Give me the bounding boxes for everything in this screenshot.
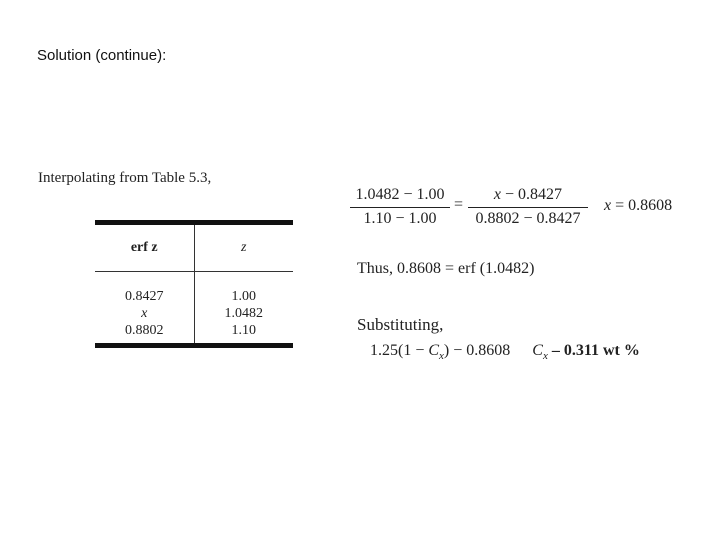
interpolation-equation: [350, 186, 690, 234]
lhs-fraction: [350, 186, 450, 228]
table-cell: 0.8427: [125, 289, 164, 304]
table-cell: 0.8802: [125, 323, 164, 338]
cx-symbol: $C_x$: [532, 342, 548, 363]
table-cell: 1.10: [231, 323, 256, 338]
header-erf-z: [95, 225, 195, 271]
final-result: – 0.311 wt %: [551, 342, 640, 359]
x-result: x = 0.8608: [604, 197, 673, 214]
lhs-denominator: 1.10 − 1.00: [363, 210, 437, 227]
fraction-bar: [350, 207, 450, 208]
equals-sign: =: [454, 196, 464, 213]
final-equation: [370, 342, 640, 362]
table-bottom-rule: [95, 343, 293, 348]
substituting-label: Substituting,: [357, 315, 444, 334]
final-expression: $1.25(1 - C_x) - 0.8608$: [370, 342, 511, 363]
header-z: z: [241, 240, 247, 255]
rhs-fraction: [468, 186, 588, 228]
thus-line: Thus, 0.8608 = erf (1.0482): [357, 260, 535, 277]
fraction-bar: [468, 207, 588, 208]
lhs-numerator: 1.0482 − 1.00: [355, 186, 445, 203]
table-body: [95, 272, 293, 343]
interpolation-intro: Interpolating from Table 5.3,: [38, 170, 212, 186]
z-values-column: [195, 288, 294, 343]
rhs-denominator: 0.8802 − 0.8427: [475, 210, 581, 227]
table-header-row: [95, 225, 293, 271]
interpolation-table: [95, 220, 293, 348]
header-erf-z-text: erf z: [130, 240, 158, 255]
solution-heading: Solution (continue):: [37, 47, 167, 64]
rhs-numerator: x − 0.8427: [493, 186, 563, 203]
erf-values-column: [95, 272, 195, 343]
table-cell: 1.0482: [224, 306, 263, 321]
table-cell: 1.00: [231, 289, 256, 304]
table-cell: x: [141, 306, 148, 321]
